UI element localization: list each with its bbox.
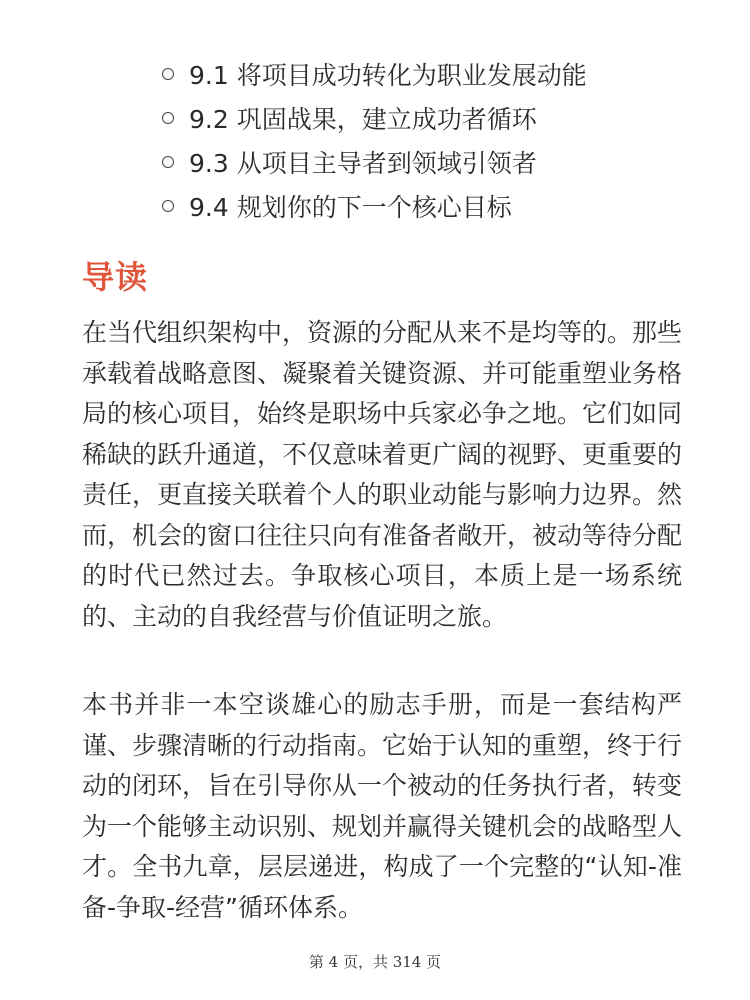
toc-item-9-2[interactable] bbox=[162, 96, 587, 140]
page-number-footer: 第 4 页，共 314 页 bbox=[308, 953, 442, 971]
toc-item-label: 9.2 巩固战果，建立成功者循环 bbox=[189, 105, 537, 134]
toc-item-9-4[interactable] bbox=[162, 184, 587, 228]
table-of-contents bbox=[162, 52, 587, 228]
toc-item-9-1[interactable] bbox=[162, 52, 587, 96]
circle-bullet-icon bbox=[162, 156, 174, 168]
toc-item-9-3[interactable] bbox=[162, 140, 587, 184]
circle-bullet-icon bbox=[162, 112, 174, 124]
intro-paragraph-2: 本书并非一本空谈雄心的励志手册，而是一套结构严谨、步骤清晰的行动指南。它始于认知的重塑，终于行动的闭环，旨在引导你从一个被动的任务执行者，转变为一个能够主动识别、规划并赢得关键机会的战略型人才。全书九章，层层递进，构成了一个完整的“认知-准备-争取-经营”循环体系。 bbox=[82, 690, 683, 922]
intro-paragraph-1: 在当代组织架构中，资源的分配从来不是均等的。那些承载着战略意图、凝聚着关键资源、并可能重塑业务格局的核心项目，始终是职场中兵家必争之地。它们如同稀缺的跃升通道，不仅意味着更广阔的视野、更重要的责任，更直接关联着个人的职业动能与影响力边界。然而，机会的窗口往往只向有准备者敞开，被动等待分配的时代已然过去。争取核心项目，本质上是一场系统的、主动的自我经营与价值证明之旅。 bbox=[82, 318, 683, 631]
toc-item-label: 9.1 将项目成功转化为职业发展动能 bbox=[189, 61, 587, 90]
circle-bullet-icon bbox=[162, 200, 174, 212]
section-heading: 导读 bbox=[82, 258, 149, 296]
toc-item-label: 9.4 规划你的下一个核心目标 bbox=[189, 193, 512, 222]
circle-bullet-icon bbox=[162, 68, 174, 80]
toc-item-label: 9.3 从项目主导者到领域引领者 bbox=[189, 149, 537, 178]
